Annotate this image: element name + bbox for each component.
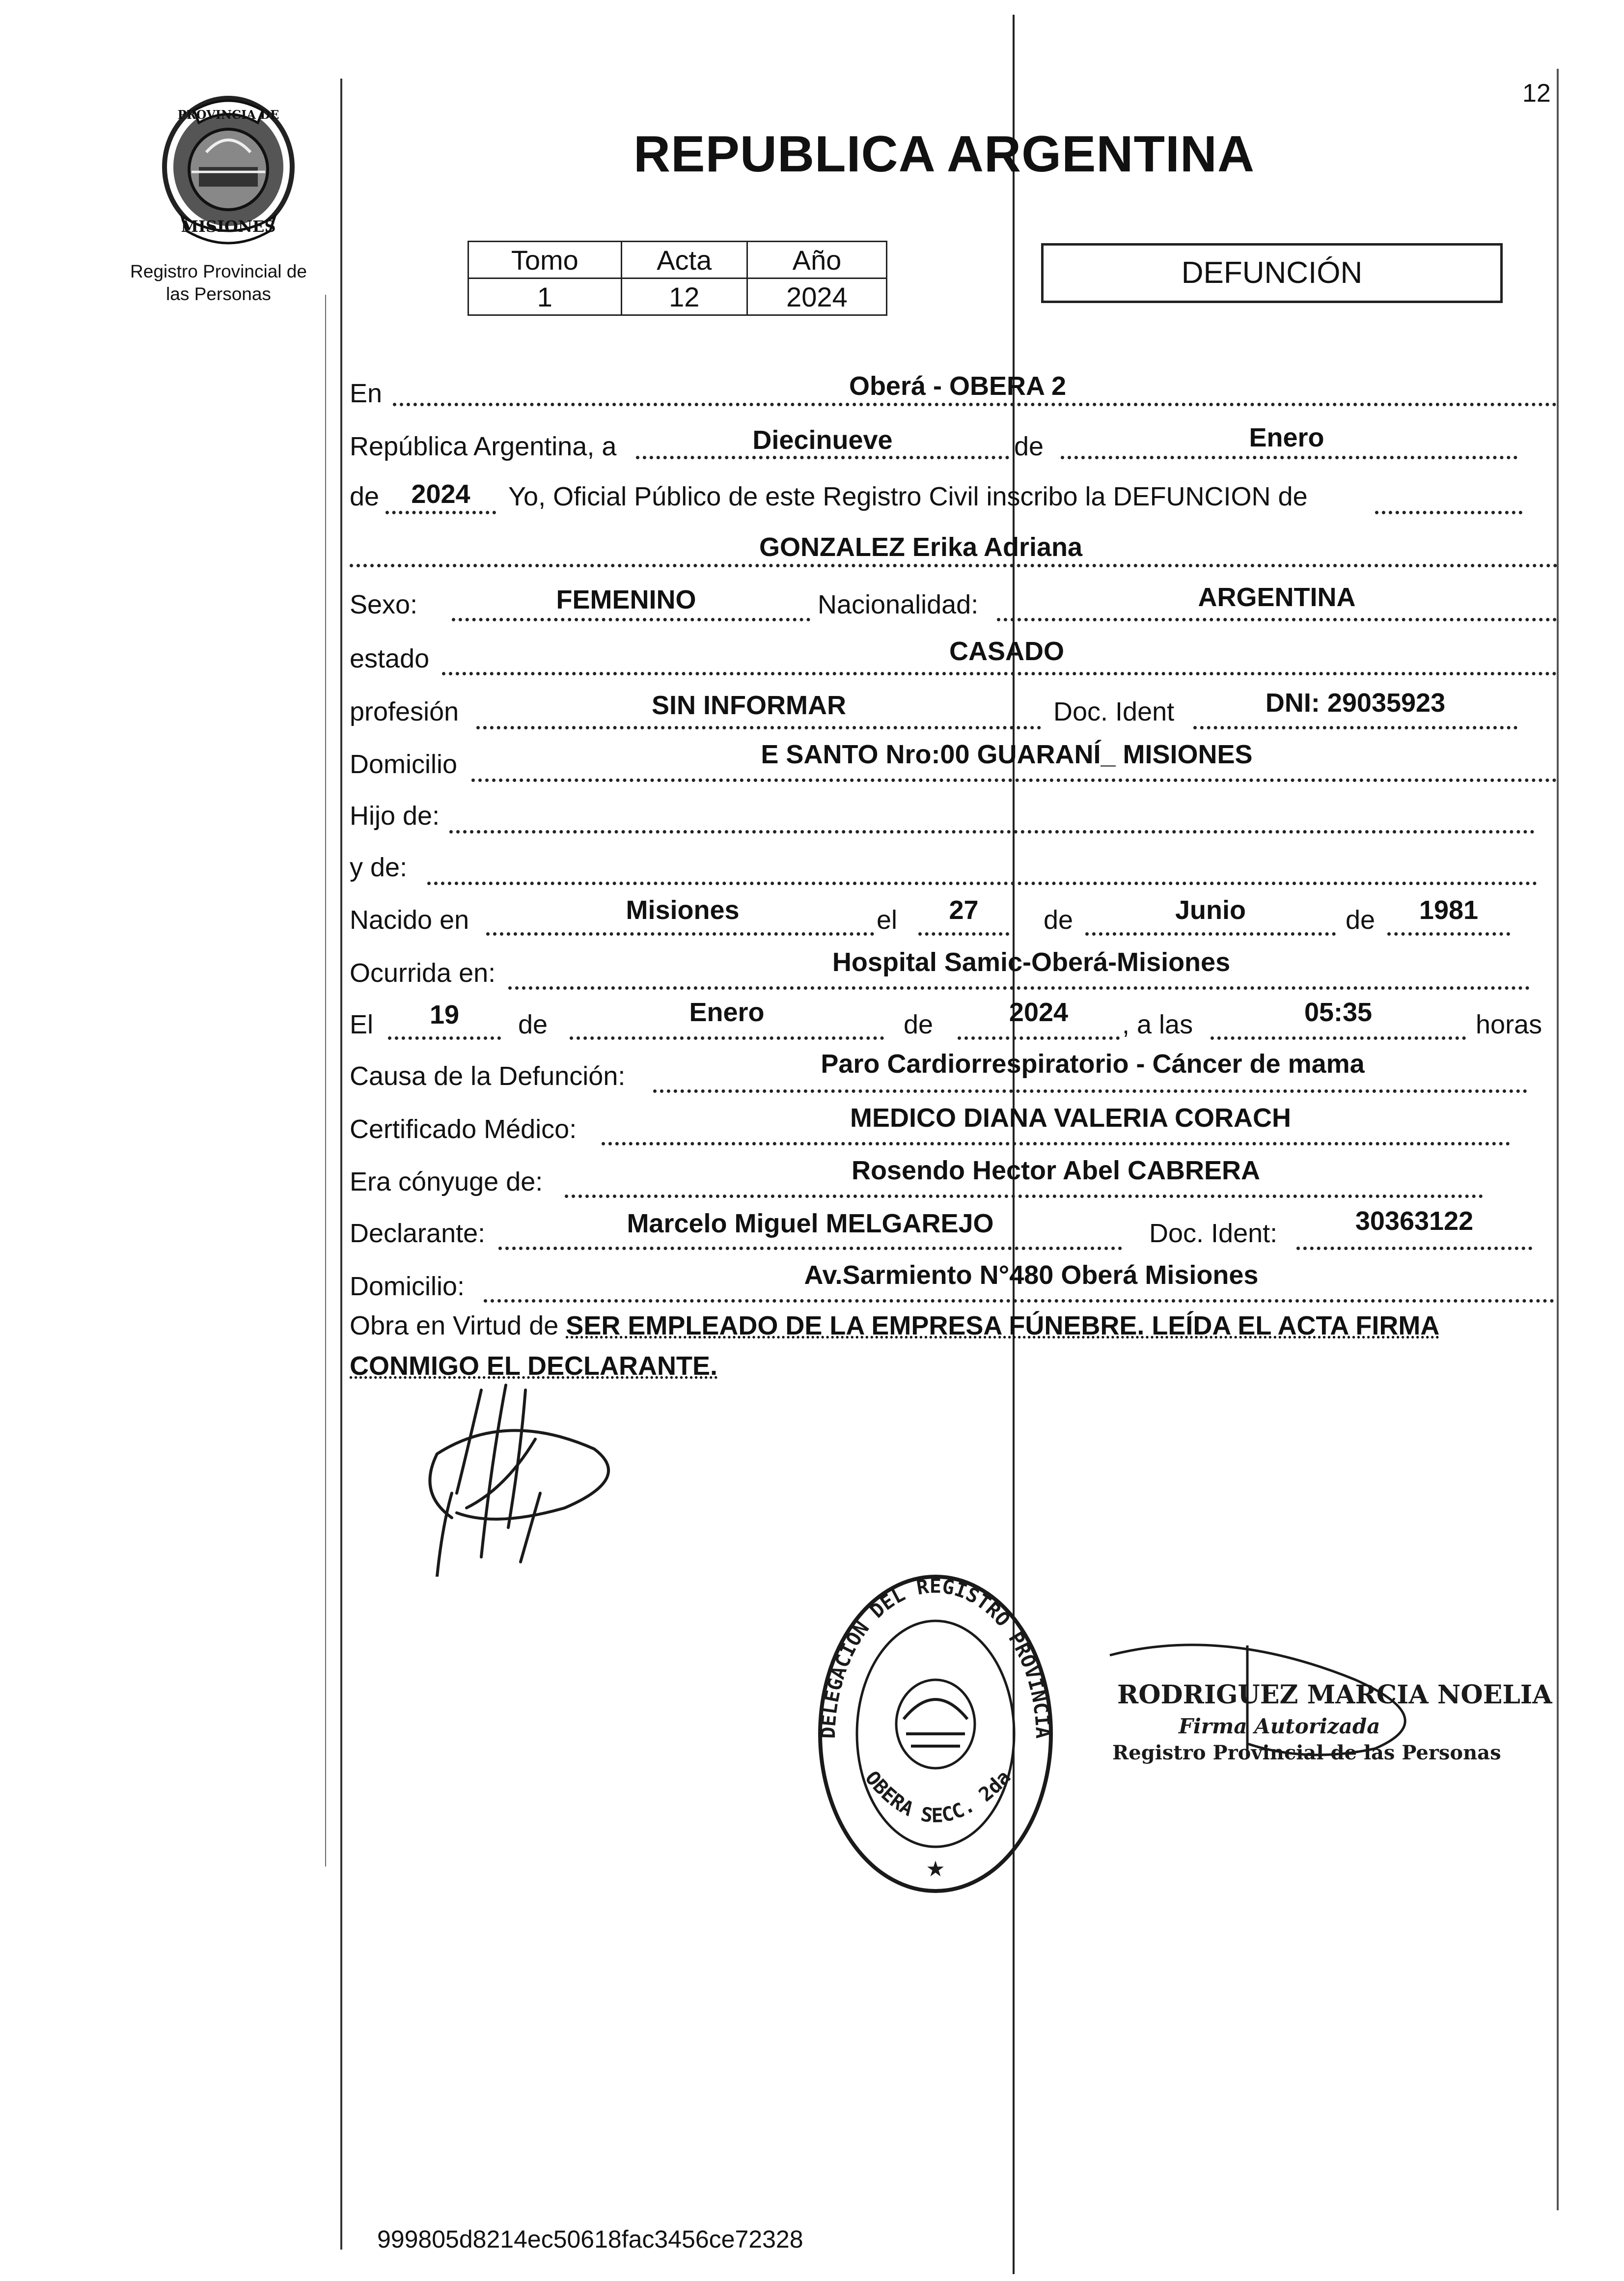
record-table-value-anio: 2024 bbox=[747, 278, 886, 315]
label-conyuge: Era cónyuge de: bbox=[350, 1167, 543, 1196]
dots-nacido-place bbox=[486, 932, 874, 936]
dots-conyuge bbox=[565, 1195, 1483, 1198]
label-nacionalidad: Nacionalidad: bbox=[818, 590, 979, 619]
left-margin-line bbox=[340, 79, 342, 2250]
value-causa: Paro Cardiorrespiratorio - Cáncer de mama bbox=[821, 1049, 1365, 1079]
value-conyuge: Rosendo Hector Abel CABRERA bbox=[851, 1156, 1261, 1185]
label-doc-ident: Doc. Ident bbox=[1053, 697, 1175, 726]
label-nacido: Nacido en bbox=[350, 905, 469, 935]
seal-inner-text: OBERA SECC. 2da bbox=[860, 1766, 1016, 1828]
label-nacido-de-2: de bbox=[1346, 905, 1376, 935]
label-en: En bbox=[350, 379, 383, 408]
value-en: Oberá - OBERA 2 bbox=[849, 371, 1067, 401]
value-declarante: Marcelo Miguel MELGAREJO bbox=[627, 1209, 994, 1238]
dots-en bbox=[393, 403, 1557, 406]
dots-nacionalidad bbox=[997, 618, 1557, 621]
label-declarante-doc: Doc. Ident: bbox=[1149, 1219, 1278, 1248]
record-table-value-acta: 12 bbox=[621, 278, 747, 315]
logo-bottom-text: MISIONES bbox=[181, 217, 276, 236]
label-nacido-el: el bbox=[877, 905, 898, 935]
dots-profesion bbox=[476, 726, 1041, 729]
value-doc-ident: DNI: 29035923 bbox=[1265, 688, 1446, 718]
label-nacido-de-1: de bbox=[1044, 905, 1073, 935]
label-year-de: de bbox=[350, 482, 380, 511]
obra-paragraph bbox=[350, 1306, 1558, 1386]
dots-y-de bbox=[427, 882, 1537, 885]
label-y-de: y de: bbox=[350, 853, 408, 882]
value-nacido-month: Junio bbox=[1175, 895, 1246, 925]
dots-causa bbox=[653, 1089, 1527, 1093]
dots-nacido-month bbox=[1085, 932, 1336, 936]
label-domicilio-declarante: Domicilio: bbox=[350, 1272, 465, 1301]
value-deceased-name: GONZALEZ Erika Adriana bbox=[759, 532, 1083, 562]
declarant-signature bbox=[408, 1380, 633, 1577]
dots-ocurrida bbox=[508, 986, 1530, 990]
dots-year bbox=[385, 511, 496, 514]
official-stamp-line3: Registro Provincial de las Personas bbox=[1112, 1741, 1501, 1764]
seal-star-icon: ★ bbox=[926, 1857, 945, 1881]
record-table-header-tomo: Tomo bbox=[468, 242, 622, 278]
value-domicilio-declarante: Av.Sarmiento N°480 Oberá Misiones bbox=[804, 1260, 1259, 1290]
label-declarante: Declarante: bbox=[350, 1219, 486, 1248]
value-fecha-year: 2024 bbox=[1009, 998, 1069, 1027]
text-inscribo: Yo, Oficial Público de este Registro Civil inscribo la DEFUNCION de bbox=[508, 482, 1308, 511]
dots-sexo bbox=[452, 618, 810, 621]
seal-outer-text: DELEGACION DEL REGISTRO PROVINCIA bbox=[817, 1575, 1054, 1739]
dots-republica-day bbox=[636, 456, 1009, 459]
label-fecha-de-1: de bbox=[518, 1010, 548, 1039]
value-profesion: SIN INFORMAR bbox=[652, 691, 846, 720]
record-table-value-tomo: 1 bbox=[468, 278, 622, 315]
label-profesion: profesión bbox=[350, 697, 459, 726]
value-estado: CASADO bbox=[949, 637, 1064, 666]
dots-nacido-year bbox=[1387, 932, 1510, 936]
label-republica: República Argentina, a bbox=[350, 432, 617, 461]
label-fecha-el: El bbox=[350, 1010, 374, 1039]
value-nacido-day: 27 bbox=[949, 895, 979, 925]
label-causa: Causa de la Defunción: bbox=[350, 1061, 626, 1091]
dots-deceased-name bbox=[350, 564, 1558, 567]
dots-doc-ident bbox=[1193, 726, 1517, 729]
record-table-header-anio: Año bbox=[747, 242, 886, 278]
value-obra: SER EMPLEADO DE LA EMPRESA FÚNEBRE. LEÍDA EL ACTA FIRMA CONMIGO EL DECLARANTE. bbox=[350, 1311, 1440, 1381]
value-republica-month: Enero bbox=[1249, 423, 1324, 452]
label-fecha-alas: , a las bbox=[1122, 1010, 1193, 1039]
value-declarante-doc: 30363122 bbox=[1355, 1206, 1474, 1236]
registry-label-line1: Registro Provincial de bbox=[130, 261, 307, 281]
value-nacido-year: 1981 bbox=[1419, 895, 1479, 925]
dots-inscribo-end bbox=[1375, 511, 1522, 514]
dots-estado bbox=[442, 672, 1557, 675]
dots-declarante-doc bbox=[1296, 1247, 1532, 1250]
label-sexo: Sexo: bbox=[350, 590, 418, 619]
dots-fecha-month bbox=[570, 1036, 884, 1040]
dots-fecha-year bbox=[958, 1036, 1120, 1040]
value-ocurrida: Hospital Samic-Oberá-Misiones bbox=[832, 947, 1231, 977]
value-year: 2024 bbox=[411, 479, 470, 509]
value-republica-day: Diecinueve bbox=[752, 425, 893, 455]
label-obra: Obra en Virtud de bbox=[350, 1311, 559, 1340]
value-certificado: MEDICO DIANA VALERIA CORACH bbox=[850, 1103, 1291, 1133]
value-fecha-time: 05:35 bbox=[1304, 998, 1373, 1027]
value-fecha-day: 19 bbox=[429, 1000, 460, 1029]
value-nacido-place: Misiones bbox=[626, 895, 740, 925]
value-sexo: FEMENINO bbox=[556, 585, 696, 614]
dots-domicilio-declarante bbox=[484, 1299, 1554, 1303]
dots-declarante bbox=[498, 1247, 1122, 1250]
label-fecha-de-2: de bbox=[904, 1010, 934, 1039]
registry-label-line2: las Personas bbox=[166, 284, 271, 304]
delegation-seal bbox=[805, 1562, 1061, 1896]
value-fecha-month: Enero bbox=[689, 998, 765, 1027]
dots-nacido-day bbox=[918, 932, 1009, 936]
province-logo bbox=[157, 93, 300, 246]
dots-certificado bbox=[602, 1142, 1510, 1145]
label-fecha-horas: horas bbox=[1476, 1010, 1542, 1039]
dots-fecha-day bbox=[388, 1036, 501, 1040]
value-domicilio: E SANTO Nro:00 GUARANÍ_ MISIONES bbox=[761, 740, 1253, 769]
dots-republica-month bbox=[1061, 456, 1517, 459]
record-table bbox=[468, 241, 887, 316]
right-margin-line bbox=[1557, 69, 1559, 2210]
label-domicilio: Domicilio bbox=[350, 750, 458, 779]
far-left-margin-line bbox=[325, 295, 326, 1866]
dots-fecha-time bbox=[1211, 1036, 1466, 1040]
label-ocurrida: Ocurrida en: bbox=[350, 958, 496, 988]
record-type-box: DEFUNCIÓN bbox=[1041, 243, 1503, 303]
label-hijo-de: Hijo de: bbox=[350, 801, 440, 831]
page-number: 12 bbox=[1522, 79, 1551, 108]
label-estado: estado bbox=[350, 644, 430, 673]
official-stamp-name: RODRIGUEZ MARCIA NOELIA bbox=[1117, 1680, 1552, 1710]
registry-label bbox=[113, 260, 324, 306]
official-stamp-line2: Firma Autorizada bbox=[1179, 1714, 1380, 1738]
value-nacionalidad: ARGENTINA bbox=[1198, 583, 1356, 612]
record-table-header-acta: Acta bbox=[621, 242, 747, 278]
label-republica-de: de bbox=[1014, 432, 1044, 461]
logo-top-text: PROVINCIA DE bbox=[177, 108, 279, 122]
dots-hijo-de bbox=[449, 830, 1535, 834]
document-hash: 999805d8214ec50618fac3456ce72328 bbox=[377, 2225, 803, 2253]
label-certificado: Certificado Médico: bbox=[350, 1114, 577, 1144]
dots-domicilio bbox=[471, 779, 1557, 782]
page-title: REPUBLICA ARGENTINA bbox=[633, 126, 1255, 183]
